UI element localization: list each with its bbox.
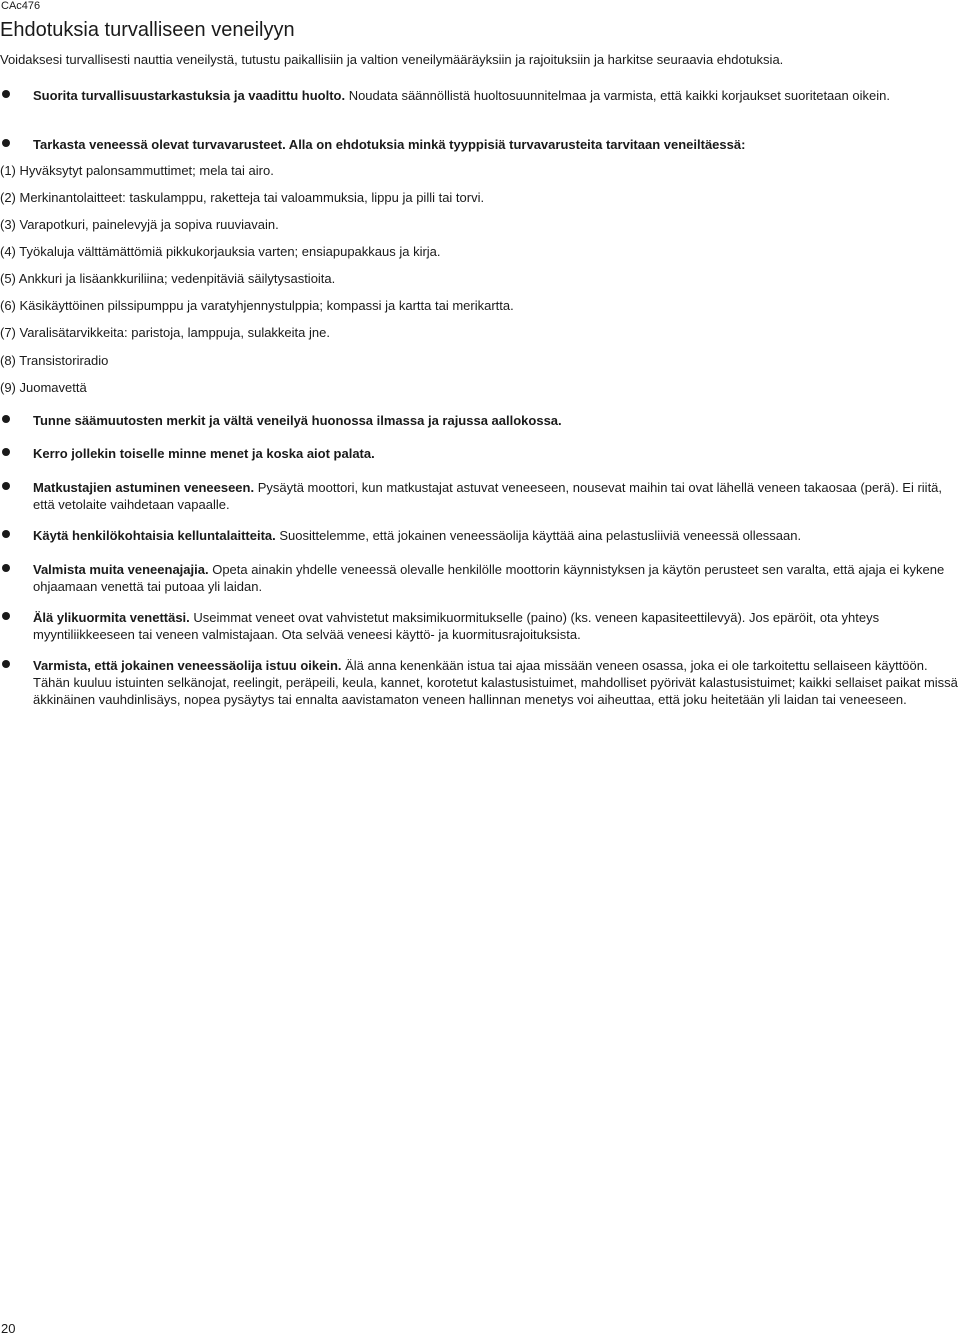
bullet-heading: Kerro jollekin toiselle minne menet ja koska aiot palata. [33,446,375,461]
bullet-heading: Älä ylikuormita venettäsi. [33,610,190,625]
bullet-text: Opeta ainakin yhdelle veneessä olevalle henkilölle moottorin käynnistyksen ja käytön perusteet sen varalta, että ajaja ei kykene ohjaamaan venettä tai putoaa yli laidan. [33,562,945,594]
bullet-heading: Matkustajien astuminen veneeseen. [33,480,255,495]
bullet-safety-inspection [33,87,960,104]
bullet-dot-icon [2,448,10,456]
equipment-item: (2) Merkinantolaitteet: taskulamppu, raketteja tai valoammuksia, lippu ja pilli tai torvi. [0,190,485,205]
bullet-overload [33,609,960,643]
bullet-dot-icon [2,612,10,620]
bullet-heading: Tunne säämuutosten merkit ja vältä veneilyä huonossa ilmassa ja rajussa aallokossa. [33,413,562,428]
bullet-text: Useimmat veneet ovat vahvistetut maksimikuormitukselle (paino) (ks. veneen kapasiteettilevyä). Jos epäröit, ota yhteys myyntiliikkeeseen tai veneen valmistajaan. Ota selvää veneesi käyttö- ja kuormitusrajoituksista. [33,610,880,642]
equipment-item: (4) Työkaluja välttämättömiä pikkukorjauksia varten; ensiapupakkaus ja kirja. [0,244,441,259]
page-title: Ehdotuksia turvalliseen veneilyyn [0,19,295,41]
equipment-item: (7) Varalisätarvikkeita: paristoja, lamppuja, sulakkeita jne. [0,325,330,340]
bullet-passenger-boarding [33,479,960,513]
intro-text: Voidaksesi turvallisesti nauttia veneilystä, tutustu paikallisiin ja valtion veneilymääräyksiin ja rajoituksiin ja harkitse seuraavia ehdotuksia. [0,52,784,67]
bullet-dot-icon [2,482,10,490]
bullet-dot-icon [2,530,10,538]
document-code: CAc476 [1,0,41,12]
bullet-safety-equipment [33,136,960,153]
page-number: 20 [1,1321,16,1336]
bullet-text: Pysäytä moottori, kun matkustajat astuvat veneeseen, nousevat maihin tai ovat lähellä veneen takaosaa (perä). Ei riitä, että vetolaite vaihdetaan vapaalle. [33,480,943,512]
bullet-dot-icon [2,564,10,572]
bullet-flotation-devices [33,527,960,544]
bullet-weather [33,412,960,429]
bullet-heading: Valmista muita veneenajajia. [33,562,209,577]
equipment-item: (8) Transistoriradio [0,353,109,368]
equipment-item: (5) Ankkuri ja lisäankkuriliina; vedenpitäviä säilytysastioita. [0,271,336,286]
bullet-prepare-operators [33,561,960,595]
bullet-text: Älä anna kenenkään istua tai ajaa missään veneen osassa, joka ei ole tarkoitettu sellaiseen käyttöön. Tähän kuuluu istuinten selkänojat, reelingit, peräpeili, keula, kannet, korotetut kalastusistuimet, mahdolliset pyörivät kalastusistuimet; kaikki sellaiset paikat missä äkkinäinen vauhdinlisäys, nopea pysäytys tai ennalta aavistamaton veneen hallinnan menetys voi aiheuttaa, että joku heitetään yli laidan tai veneeseen. [33,658,958,707]
equipment-item: (1) Hyväksytyt palonsammuttimet; mela tai airo. [0,163,274,178]
bullet-text: Noudata säännöllistä huoltosuunnitelmaa ja varmista, että kaikki korjaukset suoritetaan oikein. [345,88,890,103]
equipment-item: (3) Varapotkuri, painelevyjä ja sopiva ruuviavain. [0,217,279,232]
bullet-tell-someone [33,445,960,462]
bullet-dot-icon [2,660,10,668]
bullet-heading: Varmista, että jokainen veneessäolija istuu oikein. [33,658,342,673]
bullet-dot-icon [2,90,10,98]
bullet-heading: Suorita turvallisuustarkastuksia ja vaadittu huolto. [33,88,346,103]
bullet-text: Suosittelemme, että jokainen veneessäolija käyttää aina pelastusliiviä veneessä ollessaan. [275,528,802,543]
bullet-dot-icon [2,415,10,423]
bullet-seating [33,657,960,708]
bullet-heading: Käytä henkilökohtaisia kelluntalaitteita. [33,528,276,543]
bullet-dot-icon [2,139,10,147]
bullet-heading: Tarkasta veneessä olevat turvavarusteet. Alla on ehdotuksia minkä tyyppisiä turvavarusteita tarvitaan veneiltäessä: [33,137,746,152]
equipment-item: (9) Juomavettä [0,380,87,395]
equipment-item: (6) Käsikäyttöinen pilssipumppu ja varatyhjennystulppia; kompassi ja kartta tai merikartta. [0,298,514,313]
